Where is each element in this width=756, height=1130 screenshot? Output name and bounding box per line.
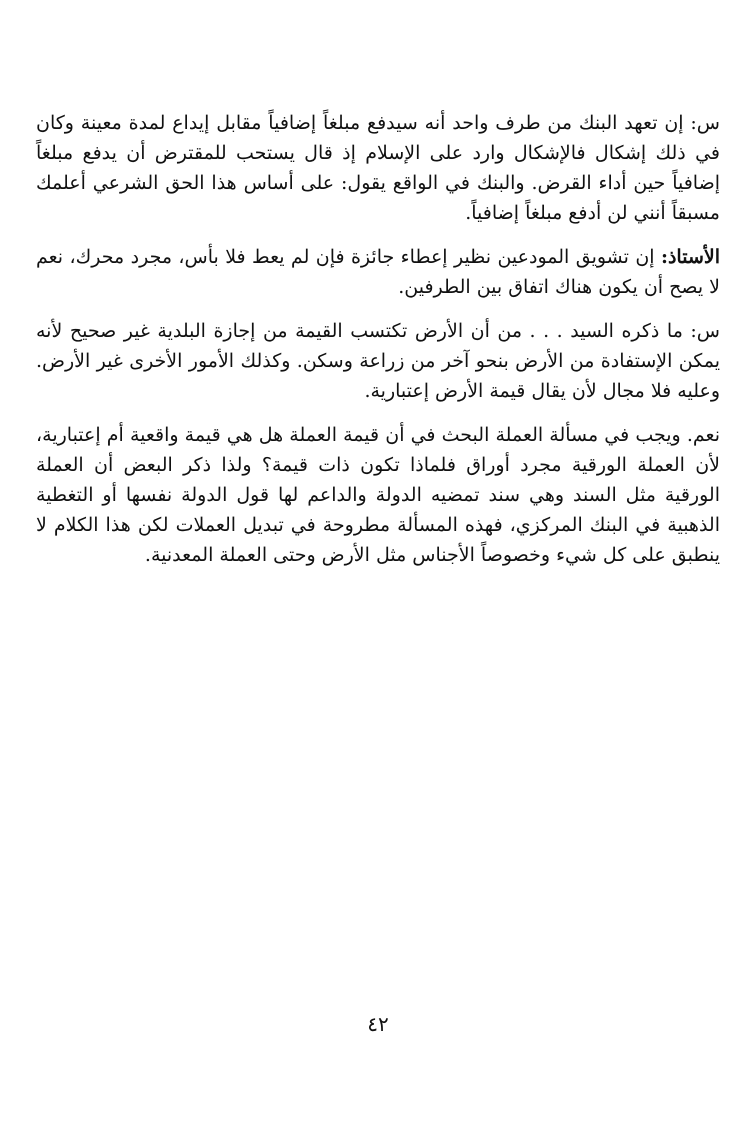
page-body — [36, 108, 720, 584]
paragraph-text: نعم. ويجب في مسألة العملة البحث في أن قيمة العملة هل هي قيمة واقعية أم إعتبارية، لأن العملة الورقية مجرد أوراق فلماذا تكون ذات قيمة؟ ولذا ذكر البعض أن العملة الورقية مثل السند وهي سند تمضيه الدولة والداعم لها قول الدولة نفسها أو التغطية الذهبية في البنك المركزي، فهذه المسألة مطروحة في تبديل العملات لكن هذا الكلام لا ينطبق على كل شيء وخصوصاً الأجناس مثل الأرض وحتى العملة المعدنية. — [36, 424, 720, 566]
speaker-label: الأستاذ: — [660, 246, 720, 268]
paragraph-text: إن تشويق المودعين نظير إعطاء جائزة فإن لم يعط فلا بأس، مجرد محرك، نعم لا يصح أن يكون هناك اتفاق بين الطرفين. — [36, 246, 720, 298]
paragraph-text: س: ما ذكره السيد . . . من أن الأرض تكتسب القيمة من إجازة البلدية غير صحيح لأنه يمكن الإستفادة من الأرض بنحو آخر من زراعة وسكن. وكذلك الأمور الأخرى غير الأرض. وعليه فلا مجال لأن يقال قيمة الأرض إعتبارية. — [36, 320, 720, 402]
paragraph-answer-1 — [36, 242, 720, 302]
paragraph-question-1 — [36, 108, 720, 228]
paragraph-answer-2 — [36, 420, 720, 570]
paragraph-text: س: إن تعهد البنك من طرف واحد أنه سيدفع مبلغاً إضافياً مقابل إيداع لمدة معينة وكان في ذلك إشكال فالإشكال وارد على الإسلام إذ قال يستحب للمقترض أن يدفع مبلغاً إضافياً حين أداء القرض. والبنك في الواقع يقول: على أساس هذا الحق الشرعي أعلمك مسبقاً أنني لن أدفع مبلغاً إضافياً. — [36, 112, 720, 224]
paragraph-question-2 — [36, 316, 720, 406]
page-number: ٤٢ — [367, 1012, 389, 1036]
